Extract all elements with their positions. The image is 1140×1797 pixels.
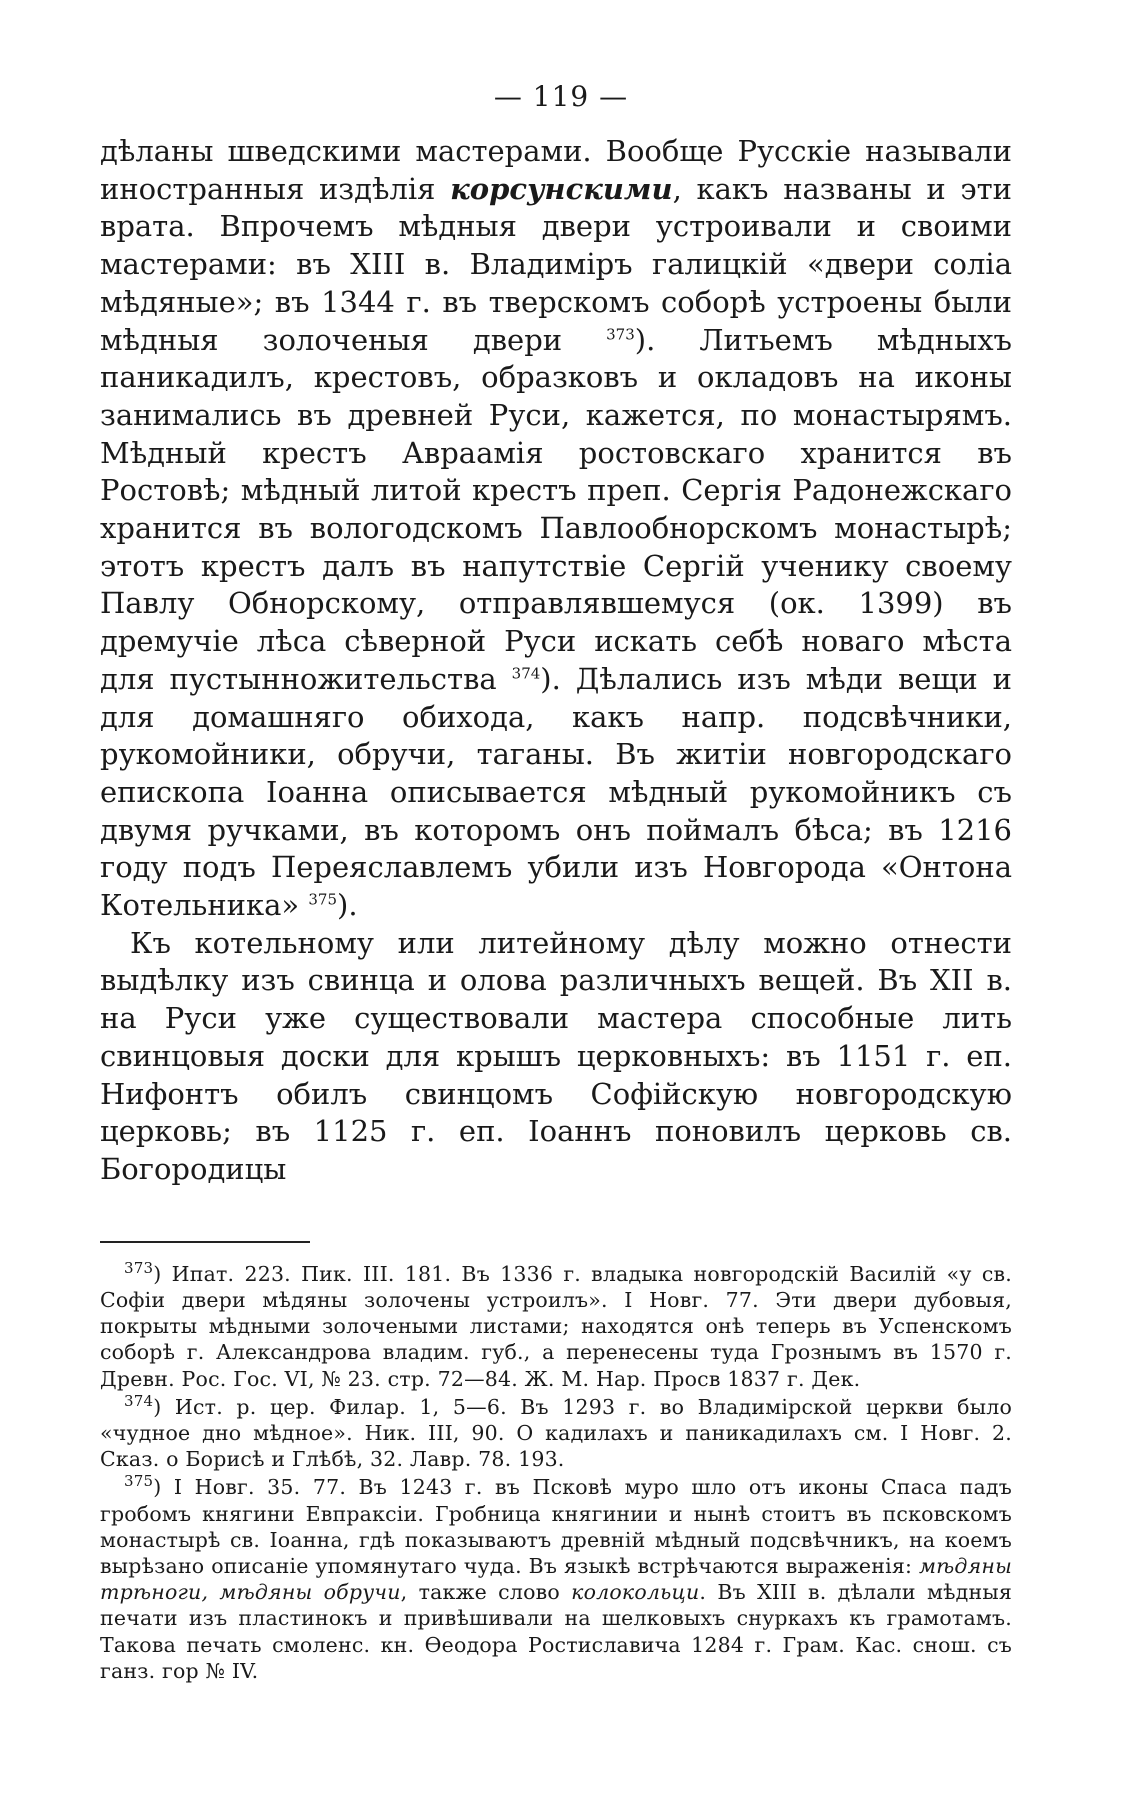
footnote-text: , также слово xyxy=(400,1580,572,1605)
p1-text-5: ). xyxy=(337,888,358,923)
footnote-text: . Въ XIII в. дѣлали мѣдныя печати изъ пластинокъ и привѣшивали на шелковыхъ снуркахъ къ грамотамъ. Такова печать смоленс. кн. Ѳеодора Ростиславича 1284 г. Грам. Кас. снош. съ ганз. гор № IV. xyxy=(100,1580,1012,1683)
footnote-text: ) Ист. р. цер. Филар. 1, 5—6. Въ 1293 г. во Владимірской церкви было «чудное дно мѣдное». Ник. III, 90. О кадилахъ и паникадилахъ см. I Новг. 2. Сказ. о Борисѣ и Глѣбѣ, 32. Лавр. 78. 193. xyxy=(100,1394,1012,1472)
page-number: — 119 — xyxy=(493,80,629,113)
p1-text-1: дѣланы шведскими мастерами. Вообще Русскіе называли иностранныя издѣлія xyxy=(100,134,1012,206)
p1-text-2: , какъ названы и эти врата. Впрочемъ мѣдныя двери устроивали и своими мастерами: въ XIII в. Владиміръ галицкій «двери соліа мѣдяные»; въ 1344 г. въ тверскомъ соборѣ устроены были мѣдныя золоченыя двери xyxy=(100,171,1012,357)
footnote-ref-373[interactable]: 373 xyxy=(606,324,635,343)
footnote-375 xyxy=(100,1474,1012,1684)
p1-italic-word: корсунскими xyxy=(450,171,673,206)
paragraph-1 xyxy=(100,133,1012,925)
p1-text-4: ). Дѣлались изъ мѣди вещи и для домашняго обихода, какъ напр. подсвѣчники, рукомойники, обручи, таганы. Въ житіи новгородскаго епископа Іоанна описывается мѣдный рукомойникъ съ двумя ручками, въ которомъ онъ поймалъ бѣса; въ 1216 году подъ Переяславлемъ убили изъ Новгорода «Онтона Котельника» xyxy=(100,661,1012,923)
footnote-number: 373 xyxy=(124,1258,154,1277)
footnote-text: ) I Новг. 35. 77. Въ 1243 г. въ Псковѣ муро шло отъ иконы Спаса падъ гробомъ княгини Евпраксіи. Гробница княгинии и нынѣ стоитъ въ псковскомъ монастырѣ св. Іоанна, гдѣ показываютъ древній мѣдный подсвѣчникъ, на коемъ вырѣзано описаніе упомянутаго чуда. Въ языкѣ встрѣчаются выраженія: xyxy=(100,1475,1012,1578)
footnote-number: 374 xyxy=(124,1391,154,1410)
main-text xyxy=(100,133,1012,1189)
footnote-number: 375 xyxy=(124,1472,154,1491)
footnote-text: ) Ипат. 223. Пик. III. 181. Въ 1336 г. владыка новгородскій Василій «у св. Софіи двери мѣдяны золочены устроилъ». I Новг. 77. Эти двери дубовыя, покрыты мѣдными золочеными листами; находятся онѣ теперь въ Успенскомъ соборѣ г. Александрова владим. губ., а перенесены туда Грознымъ въ 1570 г. Древн. Рос. Гос. VI, № 23. стр. 72—84. Ж. М. Нар. Просв 1837 г. Дек. xyxy=(100,1261,1012,1391)
footnote-italic-word: колокольци xyxy=(571,1580,700,1605)
footnote-italic-phrase: мѣдяны трѣноги, мѣдяны обручи xyxy=(100,1553,1012,1605)
footnote-374 xyxy=(100,1391,1012,1473)
paragraph-2: Къ котельному или литейному дѣлу можно отнести выдѣлку изъ свинца и олова различныхъ вещей. Въ XII в. на Руси уже существовали мастера способные лить свинцовыя доски для крышъ церковныхъ: въ 1151 г. еп. Нифонтъ обилъ свинцомъ Софійскую новгородскую церковь; въ 1125 г. еп. Іоаннъ поновилъ церковь св. Богородицы xyxy=(100,925,1012,1186)
footnote-divider xyxy=(100,1241,310,1243)
footnote-ref-375[interactable]: 375 xyxy=(308,890,337,909)
footnotes xyxy=(100,1258,1012,1684)
book-page xyxy=(100,80,1012,1686)
footnote-373 xyxy=(100,1258,1012,1392)
p1-text-3: ). Литьемъ мѣдныхъ паникадилъ, крестовъ, образковъ и окладовъ на иконы занимались въ древней Руси, кажется, по монастырямъ. Мѣдный крестъ Авраамія ростовскаго хранится въ Ростовѣ; мѣдный литой крестъ преп. Сергія Радонежскаго хранится въ вологодскомъ Павлообнорскомъ монастырѣ; этотъ крестъ далъ въ напутствіе Сергій ученику своему Павлу Обнорскому, отправлявшемуся (ок. 1399) въ дремучіе лѣса сѣверной Руси искать себѣ новаго мѣста для пустынножительства xyxy=(100,322,1012,696)
footnote-ref-374[interactable]: 374 xyxy=(511,664,541,683)
